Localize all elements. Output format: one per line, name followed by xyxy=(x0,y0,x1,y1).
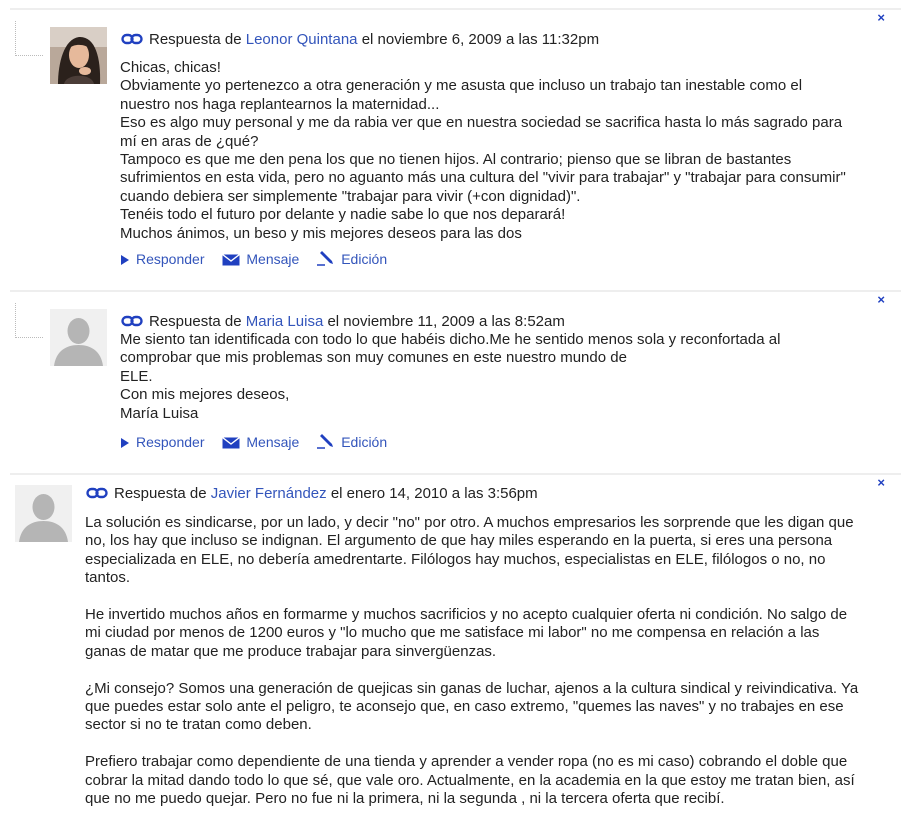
comment-actions xyxy=(120,433,401,451)
edit-button[interactable] xyxy=(317,433,387,451)
link-icon xyxy=(121,33,143,45)
comment-line: Me siento tan identificada con todo lo que habéis dicho.Me he sentido menos sola y reconfortada al comprobar que mis problemas son muy comunes en este nuestro mundo de xyxy=(120,331,781,367)
reply-button[interactable] xyxy=(120,250,205,268)
comment-divider xyxy=(10,473,901,475)
comment-divider xyxy=(10,290,901,292)
avatar[interactable] xyxy=(50,27,107,84)
comment-date: el noviembre 11, 2009 a las 8:52am xyxy=(327,313,565,330)
comment-line: Obviamente yo pertenezco a otra generación y me asusta que incluso un trabajo tan inestable como el nuestro nos haga replantearnos la maternidad... xyxy=(120,77,803,113)
edit-button[interactable] xyxy=(317,250,387,268)
comment-reply-2 xyxy=(0,282,911,465)
pencil-icon xyxy=(317,433,335,449)
comment-header xyxy=(121,312,565,332)
comment-header xyxy=(86,484,538,504)
author-link[interactable]: Javier Fernández xyxy=(210,485,327,502)
thread-connector xyxy=(15,21,43,56)
reply-label: Responder xyxy=(136,251,205,267)
author-link[interactable]: Leonor Quintana xyxy=(245,31,358,48)
reply-button[interactable] xyxy=(120,433,205,451)
close-x-icon[interactable]: × xyxy=(877,292,885,307)
message-label: Mensaje xyxy=(246,434,300,450)
reply-prefix: Respuesta de xyxy=(114,485,207,502)
comment-date: el enero 14, 2010 a las 3:56pm xyxy=(330,485,538,502)
avatar[interactable] xyxy=(15,485,72,542)
comment-line: Muchos ánimos, un beso y mis mejores deseos para las dos xyxy=(120,224,522,242)
play-arrow-icon xyxy=(120,437,130,449)
comment-line: Chicas, chicas! xyxy=(120,59,221,76)
comment-line: Tampoco es que me den pena los que no tienen hijos. Al contrario; pienso que se libran de bastantes sufrimientos en esta vida, pero no aguanto más una cultura del "vivir para trabajar" y "trabajar para consumir" cuando debiera ser simplemente "trabajar para vivir (+con dignidad)". xyxy=(120,151,846,205)
reply-prefix: Respuesta de xyxy=(149,313,242,330)
comment-paragraph: He invertido muchos años en formarme y muchos sacrificios y no acepto cualquier oferta ni condición. No salgo de mi ciudad por menos de 1200 euros y "lo mucho que me satisface mi labor" no me compensa en relación a las ganas de matar que me produce trabajar para sinvergüenzas. xyxy=(85,606,848,660)
thread-connector xyxy=(15,303,43,338)
link-icon xyxy=(86,487,108,499)
comment-paragraph: Prefiero trabajar como dependiente de una tienda y aprender a vender ropa (no es mi caso) cobrando el doble que cobrar la mitad dando todo lo que sé, que vale oro. Actualmente, en la academia en la que estoy me tratan bien, así que no me puedo quejar. Pero no fue ni la primera, ni la segunda , ni la tercera oferta que recibí. xyxy=(85,753,855,808)
avatar[interactable] xyxy=(50,309,107,366)
edit-label: Edición xyxy=(341,251,388,267)
comment-line: ELE. xyxy=(120,367,153,385)
message-label: Mensaje xyxy=(246,251,300,267)
message-button[interactable] xyxy=(222,433,299,451)
comment-paragraph: La solución es sindicarse, por un lado, y decir "no" por otro. A muchos empresarios les sorprende que les digan que no, los hay que incluso se indignan. El argumento de que hay miles esperando en la puerta, si eres una persona especializada en ELE, no debería amedrentarte. Filólogos hay muchos, especialistas en ELE, filólogos o no, no tantos. xyxy=(85,514,854,587)
reply-label: Responder xyxy=(136,434,205,450)
comment-line: Tenéis todo el futuro por delante y nadie sabe lo que nos deparará! xyxy=(120,206,566,224)
comment-reply-3 xyxy=(0,465,911,814)
author-link[interactable]: Maria Luisa xyxy=(245,313,324,330)
comment-header xyxy=(121,30,599,50)
comment-body xyxy=(120,59,855,243)
message-button[interactable] xyxy=(222,250,299,268)
pencil-icon xyxy=(317,250,335,266)
envelope-icon xyxy=(222,254,240,266)
comment-date: el noviembre 6, 2009 a las 11:32pm xyxy=(361,31,600,48)
link-icon xyxy=(121,315,143,327)
reply-prefix: Respuesta de xyxy=(149,31,242,48)
comment-line: Con mis mejores deseos, xyxy=(120,386,290,404)
comment-actions xyxy=(120,250,401,268)
close-x-icon[interactable]: × xyxy=(877,475,885,490)
edit-label: Edición xyxy=(341,434,388,450)
comment-line: María Luisa xyxy=(120,404,199,422)
comment-body xyxy=(85,514,863,827)
play-arrow-icon xyxy=(120,254,130,266)
close-x-icon[interactable]: × xyxy=(877,10,885,25)
comment-body xyxy=(120,331,855,423)
comment-line: Eso es algo muy personal y me da rabia ver que en nuestra sociedad se sacrifica hasta lo más sagrado para mí en aras de ¿qué? xyxy=(120,114,843,150)
comment-reply-1 xyxy=(0,0,911,282)
envelope-icon xyxy=(222,437,240,449)
comment-divider xyxy=(10,8,901,10)
comment-paragraph: ¿Mi consejo? Somos una generación de quejicas sin ganas de luchar, ajenos a la cultura sindical y reivindicativa. Ya que puedes estar solo ante el peligro, te aconsejo que, en caso extremo, "quemes las naves" y no trabajes en ese sector si no te tratan como deben. xyxy=(85,679,859,734)
